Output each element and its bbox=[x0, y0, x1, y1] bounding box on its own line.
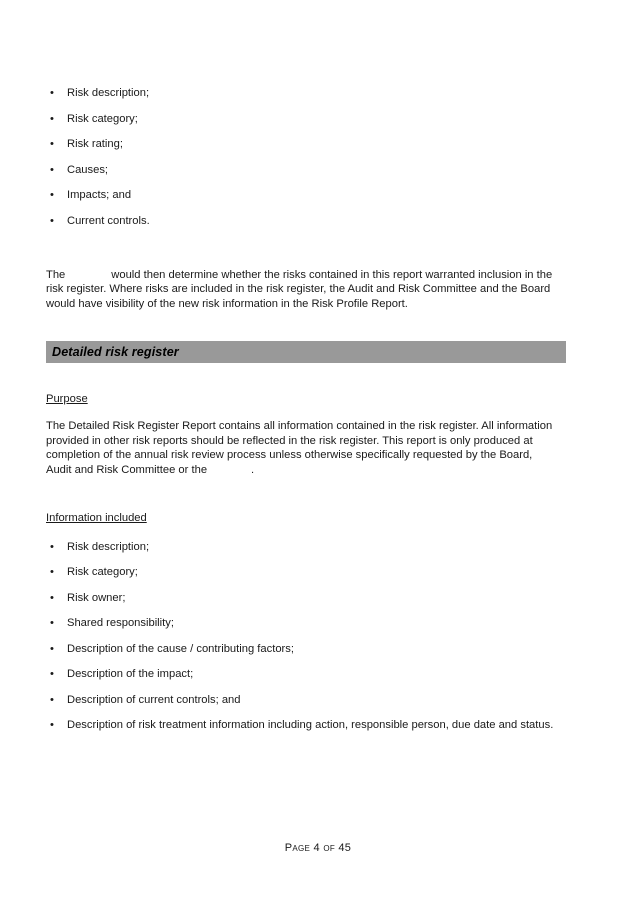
bullet-icon: • bbox=[50, 668, 54, 681]
list-item-label: Description of current controls; and bbox=[67, 693, 241, 706]
list-item-label: Risk description; bbox=[67, 540, 150, 553]
list-item-label: Current controls. bbox=[67, 214, 150, 227]
document-body bbox=[46, 86, 556, 732]
list-item bbox=[46, 540, 556, 554]
bullet-icon: • bbox=[50, 138, 54, 150]
information-included-list bbox=[46, 540, 556, 733]
list-item bbox=[46, 591, 556, 605]
list-item bbox=[46, 565, 556, 579]
list-item-label: Risk description; bbox=[67, 87, 150, 99]
bullet-icon: • bbox=[50, 189, 54, 201]
list-item bbox=[46, 693, 556, 707]
purpose-text-before: The Detailed Risk Register Report contains all information contained in the risk register. All information provided in other risk reports should be reflected in the risk register. This report is only produced at completion of the annual risk review process unless otherwise specifically requested by the Board, Audit and Risk Committee or the bbox=[46, 420, 553, 477]
list-item bbox=[46, 163, 556, 177]
list-item-label: Shared responsibility; bbox=[67, 617, 174, 630]
bullet-icon: • bbox=[50, 642, 54, 655]
list-item-label: Risk owner; bbox=[67, 591, 126, 604]
bullet-icon: • bbox=[50, 591, 54, 604]
list-item bbox=[46, 718, 556, 732]
purpose-heading-wrapper bbox=[46, 389, 556, 407]
list-item-label: Risk category; bbox=[67, 566, 138, 579]
section-heading-title: Detailed risk register bbox=[52, 345, 179, 360]
list-item-label: Description of risk treatment information including action, responsible person, due date and status. bbox=[67, 719, 554, 732]
bullet-icon: • bbox=[50, 566, 54, 579]
list-item bbox=[46, 616, 556, 630]
bullet-icon: • bbox=[50, 214, 54, 227]
list-item bbox=[46, 642, 556, 656]
purpose-paragraph bbox=[46, 419, 556, 477]
list-item-label: Risk category; bbox=[67, 112, 138, 125]
purpose-subheading: Purpose bbox=[46, 393, 88, 406]
bullet-icon: • bbox=[50, 112, 54, 125]
list-item-label: Causes; bbox=[67, 163, 109, 176]
intro-text-after: would then determine whether the risks contained in this report warranted inclusion in the risk register. Where risks are included in the risk register, the Audit and Risk Committee and the Board would have visibility of the new risk information in the Risk Profile Report. bbox=[46, 268, 553, 310]
page-number-label: Page 4 of 45 bbox=[284, 842, 352, 854]
information-heading-wrapper bbox=[46, 508, 556, 526]
page-footer bbox=[0, 838, 636, 856]
bullet-icon: • bbox=[50, 693, 54, 706]
list-item bbox=[46, 137, 556, 151]
list-item-label: Description of the cause / contributing factors; bbox=[67, 642, 294, 655]
list-item bbox=[46, 214, 556, 228]
bullet-icon: • bbox=[50, 540, 54, 553]
bullet-icon: • bbox=[50, 163, 54, 176]
purpose-text-after: . bbox=[251, 464, 255, 477]
intro-paragraph bbox=[46, 268, 556, 312]
section-heading-band bbox=[46, 341, 566, 363]
bullet-icon: • bbox=[50, 87, 54, 99]
list-item bbox=[46, 112, 556, 126]
list-item bbox=[46, 188, 556, 202]
intro-text-before: The bbox=[46, 268, 66, 281]
list-item-label: Description of the impact; bbox=[67, 668, 194, 681]
bullet-icon: • bbox=[50, 617, 54, 630]
list-item-label: Risk rating; bbox=[67, 138, 123, 150]
list-item bbox=[46, 667, 556, 681]
list-item bbox=[46, 86, 556, 100]
list-item-label: Impacts; and bbox=[67, 189, 132, 201]
information-included-subheading: Information included bbox=[46, 511, 147, 524]
risk-attributes-list bbox=[46, 86, 556, 228]
bullet-icon: • bbox=[50, 719, 54, 732]
